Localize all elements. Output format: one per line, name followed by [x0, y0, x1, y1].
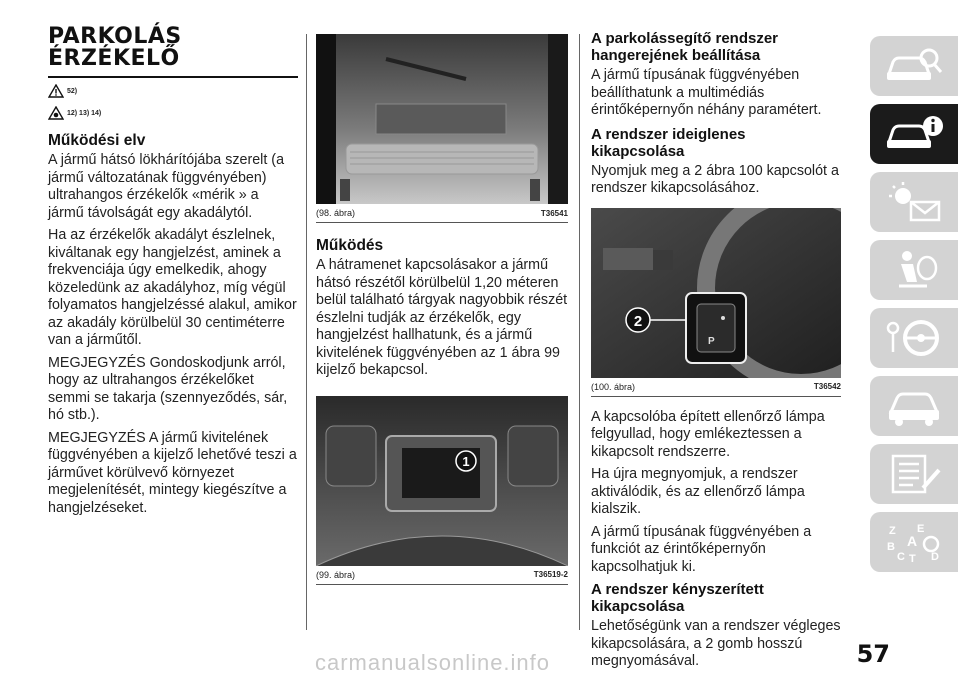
car-breakdown-icon [883, 384, 945, 428]
hand-warning-icon [48, 106, 64, 120]
tab-emergency[interactable] [870, 376, 958, 436]
section-title [48, 26, 298, 78]
index-letter: D [931, 551, 939, 563]
maintenance-list-icon [883, 452, 945, 496]
index-letter: E [917, 523, 925, 535]
alphabet-index-icon [883, 520, 945, 564]
page-number: 57 [856, 640, 890, 668]
paragraph: A hátramenet kapcsolásakor a jármű hátsó részétől körülbelül 1,20 méteren belül található tárgyak nagyobbik részét észlelni tudják az érzékelők, egy hangjelzést hallhatunk, és a jármű kivitelének függvényében az 1 ábra 99 kijelző bekapcsol. [316, 257, 568, 378]
figure-100-switch-photo [591, 208, 841, 378]
car-info-icon [883, 112, 945, 156]
airbag-person-icon [883, 248, 945, 292]
column-divider [306, 34, 307, 630]
index-letter: B [887, 541, 895, 553]
warning-ref-text-2: 12) 13) 14) [67, 109, 102, 117]
warning-ref-1 [48, 82, 298, 100]
tab-maintenance[interactable] [870, 444, 958, 504]
figure-98-rear-bumper-photo [316, 34, 568, 204]
tab-getting-to-know[interactable] [870, 104, 958, 164]
car-search-icon [883, 44, 945, 88]
chapter-tabs [870, 36, 960, 580]
paragraph: Ha az érzékelők akadályt észlelnek, kiváltanak egy hangjelzést, aminek a frekvenciája úgy emelkedik, ahogy közeledünk az akadályhoz, míg végül folyamatos hangjelzéssé alakul, amikor az akadály körülbelül 30 centiméterre van a járműtől. [48, 227, 297, 348]
heading-forced-off: A rendszer kényszerített kikapcsolása [591, 581, 764, 615]
paragraph: Ha újra megnyomjuk, a rendszer aktiválódik, és az ellenőrző lámpa kialszik. [591, 466, 805, 517]
figure-98-caption: (98. ábra) [316, 208, 356, 218]
paragraph: A kapcsolóba épített ellenőrző lámpa felgyullad, hogy emlékeztessen a kikapcsolt rendszerre. [591, 408, 825, 460]
figure-98-caption-row [316, 204, 568, 223]
paragraph: Lehetőségünk van a rendszer végleges kikapcsolására, a 2 gomb hosszú megnyomásával. [591, 618, 841, 669]
figure-100-code: T36542 [813, 382, 841, 391]
figure-99-dashboard-display-photo [316, 396, 568, 566]
paragraph: MEGJEGYZÉS Gondoskodjunk arról, hogy az ultrahangos érzékelőket semmi se takarja (szennyeződés, sár, hó stb.). [48, 354, 288, 423]
heading-volume: A parkolássegítő rendszer hangerejének beállítása [591, 30, 779, 64]
heading-principle: Működési elv [48, 132, 146, 149]
warning-triangle-icon [48, 84, 64, 98]
index-letter: A [907, 533, 918, 549]
paragraph: Nyomjuk meg a 2 ábra 100 kapcsolót a rendszer kikapcsolásához. [591, 162, 839, 196]
paragraph: A jármű típusának függvényében a funkciót az érintőképernyőn kapcsolhatjuk ki. [591, 523, 812, 575]
watermark: carmanualsonline.info [315, 650, 551, 675]
figure-100-callout: 2 [633, 312, 643, 330]
index-letter: Z [889, 525, 896, 537]
figure-100-caption: (100. ábra) [591, 381, 636, 392]
warning-lights-mail-icon [883, 180, 945, 224]
figure-100-button-label: P [708, 335, 715, 347]
heading-temporary-off: A rendszer ideiglenes kikapcsolása [591, 125, 746, 160]
figure-99-caption: (99. ábra) [316, 569, 356, 580]
figure-100-caption-row [591, 378, 841, 397]
warning-ref-2 [48, 104, 298, 122]
figure-99-callout: 1 [462, 453, 470, 469]
tab-index[interactable] [870, 512, 958, 572]
paragraph: A jármű hátsó lökhárítójába szerelt (a jármű változatának függvényében) ultrahangos érzékelők «mérik » a jármű távolságát egy akadálytól. [48, 152, 285, 221]
paragraph: MEGJEGYZÉS A jármű kivitelének függvényében a kijelző lehetővé teszi a járművet körülvevő környezet megjelenítését, mintegy kiegészítve a hangjelzéseket. [48, 429, 297, 516]
column-divider [579, 34, 580, 630]
warning-ref-text-1: 52) [67, 87, 78, 95]
tab-warning-lights[interactable] [870, 172, 958, 232]
paragraph: A jármű típusának függvényében beállíthatunk a multimédiás érintőképernyőn néhány paramétert. [591, 67, 822, 118]
right-column [591, 30, 841, 676]
index-letter: C [897, 551, 905, 563]
title-line-2: ÉRZÉKELŐ [48, 46, 180, 71]
steering-wheel-key-icon [883, 316, 945, 360]
figure-99-code: T36519-2 [533, 570, 568, 579]
tab-safety[interactable] [870, 240, 958, 300]
index-letter: T [909, 553, 916, 564]
heading-operation: Működés [316, 237, 384, 254]
title-line-1: PARKOLÁS [48, 24, 182, 49]
tab-know-your-car[interactable] [870, 36, 958, 96]
tab-starting-driving[interactable] [870, 308, 958, 368]
figure-98-code: T36541 [540, 208, 568, 218]
left-column [48, 26, 298, 522]
middle-column [316, 34, 568, 585]
figure-99-caption-row [316, 566, 568, 585]
